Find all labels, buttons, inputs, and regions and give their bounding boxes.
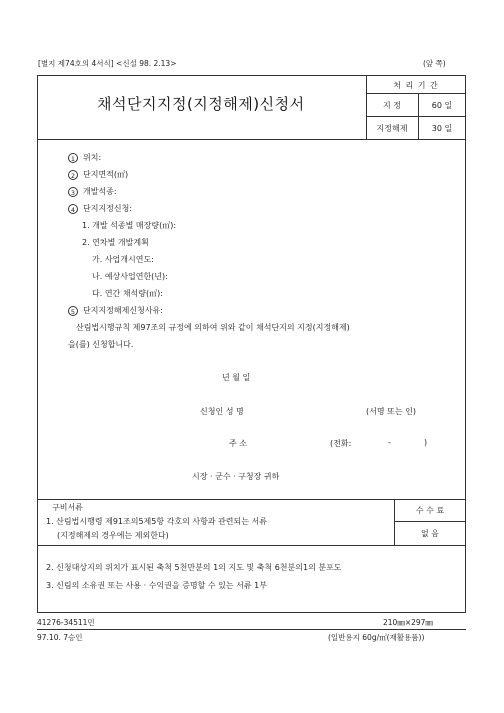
designation-days: 60 일 — [431, 101, 453, 110]
field-start-year: 가. 사업개시연도: — [92, 255, 154, 264]
signature-seal-label: (서명 또는 인) — [366, 407, 416, 416]
form-code: 41276-34511민 — [37, 618, 95, 627]
required-docs-heading: 구비서류 — [52, 503, 83, 512]
approval-date: 97.10. 7승인 — [37, 633, 83, 642]
phone-close: ) — [424, 438, 428, 447]
field-annual-plan: 2. 연차별 개발계획 — [82, 238, 149, 247]
required-doc-3: 3. 신림의 소유권 또는 사용 · 수익권을 증명할 수 있는 서류 1부 — [46, 581, 267, 590]
document-title: 채석단지지정(지정해제)신청서 — [97, 95, 305, 113]
number-badge: 4 — [68, 204, 78, 214]
phone-label: (전화: — [330, 439, 352, 448]
field-location: 1 위치: — [68, 152, 101, 163]
statement-line-1: 산림법시행규칙 제97조의 규정에 의하여 위와 같이 채석단지의 지정(지정해제) — [76, 323, 350, 332]
required-doc-1-note: (지정해제의 경우에는 제외한다) — [57, 531, 169, 540]
page-side-label: (앞 쪽) — [423, 59, 446, 68]
field-annual-output: 다. 연간 채석량(㎥): — [92, 289, 163, 298]
address-label: 주 소 — [229, 439, 247, 448]
phone-dash: - — [388, 438, 391, 447]
release-days: 30 일 — [431, 124, 453, 133]
number-badge: 3 — [68, 187, 78, 197]
applicant-name-label: 신청인 성 명 — [200, 407, 244, 416]
number-badge: 5 — [68, 306, 78, 316]
fee-label: 수 수 료 — [415, 506, 445, 515]
field-area: 2 단지면적(㎡) — [68, 169, 128, 180]
date-line: 년 월 일 — [222, 373, 251, 382]
required-doc-1: 1. 산림법시행령 제91조의5제5항 각호의 사항과 관련되는 서류 — [46, 517, 267, 526]
paper-spec: (일반용지 60g/㎡(재활용품)) — [328, 633, 425, 642]
required-doc-2: 2. 신청대상지의 위치가 표시된 축척 5천만분의 1의 지도 및 축척 6천분의1의 분포도 — [46, 563, 342, 572]
statement-line-2: 을(를) 신청합니다. — [68, 340, 134, 349]
fee-value: 없 음 — [421, 529, 439, 538]
paper-size: 210㎜×297㎜ — [383, 618, 433, 627]
number-badge: 1 — [68, 153, 78, 163]
number-badge: 2 — [68, 170, 78, 180]
release-label: 지정해제 — [376, 124, 408, 133]
field-release-reason: 5 단지지정해제신청사유: — [68, 305, 163, 316]
designation-label: 지 정 — [383, 101, 401, 110]
field-designation-request: 4 단지지정신청: — [68, 203, 132, 214]
field-duration: 나. 예상사업연한(년): — [92, 272, 168, 281]
field-reserves: 1. 개발 석종별 매장량(㎥): — [82, 221, 177, 230]
form-reference: [별지 제74호의 4서식] <신설 98. 2.13> — [38, 59, 177, 68]
field-stone-type: 3 개발석종: — [68, 186, 117, 197]
recipient-line: 시장 · 군수 · 구청장 귀하 — [192, 472, 280, 481]
processing-period-heading: 처 리 기 간 — [393, 81, 439, 90]
